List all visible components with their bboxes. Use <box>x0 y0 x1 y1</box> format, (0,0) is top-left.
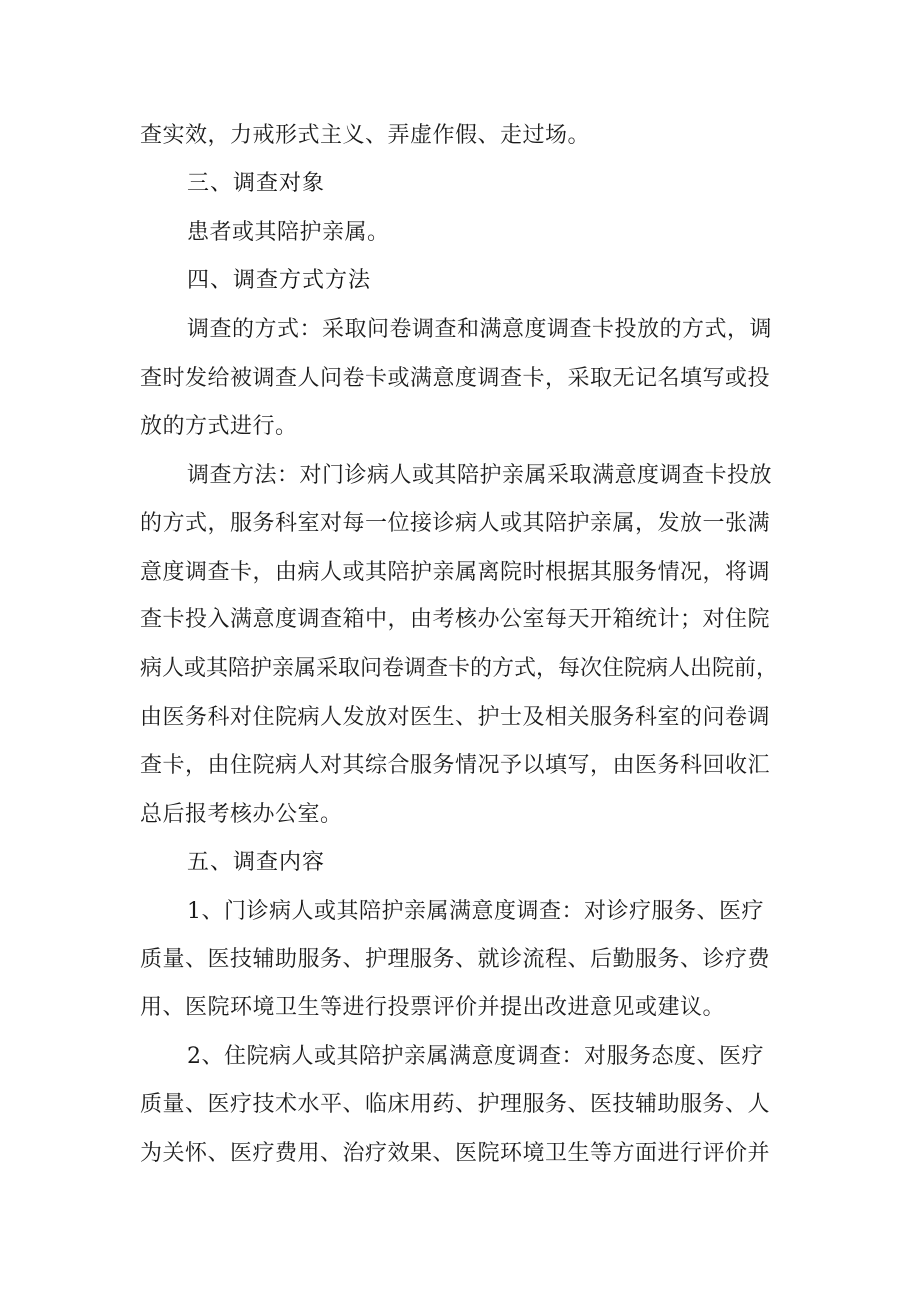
body-text-line: 意度调查卡，由病人或其陪护亲属离院时根据其服务情况，将调 <box>140 560 771 585</box>
body-text-line: 查卡，由住院病人对其综合服务情况予以填写，由医务科回收汇 <box>140 753 771 778</box>
body-text-line: 2、住院病人或其陪护亲属满意度调查：对服务态度、医疗 <box>187 1044 764 1069</box>
body-text-line: 为关怀、医疗费用、治疗效果、医院环境卫生等方面进行评价并 <box>140 1141 771 1166</box>
body-text-line: 1、门诊病人或其陪护亲属满意度调查：对诊疗服务、医疗 <box>187 899 764 924</box>
body-text-line: 调查方法：对门诊病人或其陪护亲属采取满意度调查卡投放 <box>187 463 773 488</box>
body-text-line: 质量、医技辅助服务、护理服务、就诊流程、后勤服务、诊疗费 <box>140 947 771 972</box>
body-text-line: 的方式，服务科室对每一位接诊病人或其陪护亲属，发放一张满 <box>140 511 771 536</box>
section-heading: 三、调查对象 <box>187 171 326 196</box>
body-text-line: 查实效，力戒形式主义、弄虚作假、走过场。 <box>140 123 591 148</box>
body-text-line: 质量、医疗技术水平、临床用药、护理服务、医技辅助服务、人 <box>140 1092 771 1117</box>
body-text-line: 患者或其陪护亲属。 <box>187 220 390 245</box>
body-text-line: 放的方式进行。 <box>140 414 298 439</box>
body-text-line: 查卡投入满意度调查箱中，由考核办公室每天开箱统计；对住院 <box>140 607 771 632</box>
body-text-line: 查时发给被调查人问卷卡或满意度调查卡，采取无记名填写或投 <box>140 366 771 391</box>
section-heading: 四、调查方式方法 <box>187 268 372 293</box>
body-text-line: 病人或其陪护亲属采取问卷调查卡的方式，每次住院病人出院前， <box>140 656 779 681</box>
body-text-line: 用、医院环境卫生等进行投票评价并提出改进意见或建议。 <box>140 995 726 1020</box>
body-text-line: 调查的方式：采取问卷调查和满意度调查卡投放的方式，调 <box>187 317 773 342</box>
section-heading: 五、调查内容 <box>187 850 326 875</box>
body-text-line: 由医务科对住院病人发放对医生、护士及相关服务科室的问卷调 <box>140 705 771 730</box>
body-text-line: 总后报考核办公室。 <box>140 802 343 827</box>
